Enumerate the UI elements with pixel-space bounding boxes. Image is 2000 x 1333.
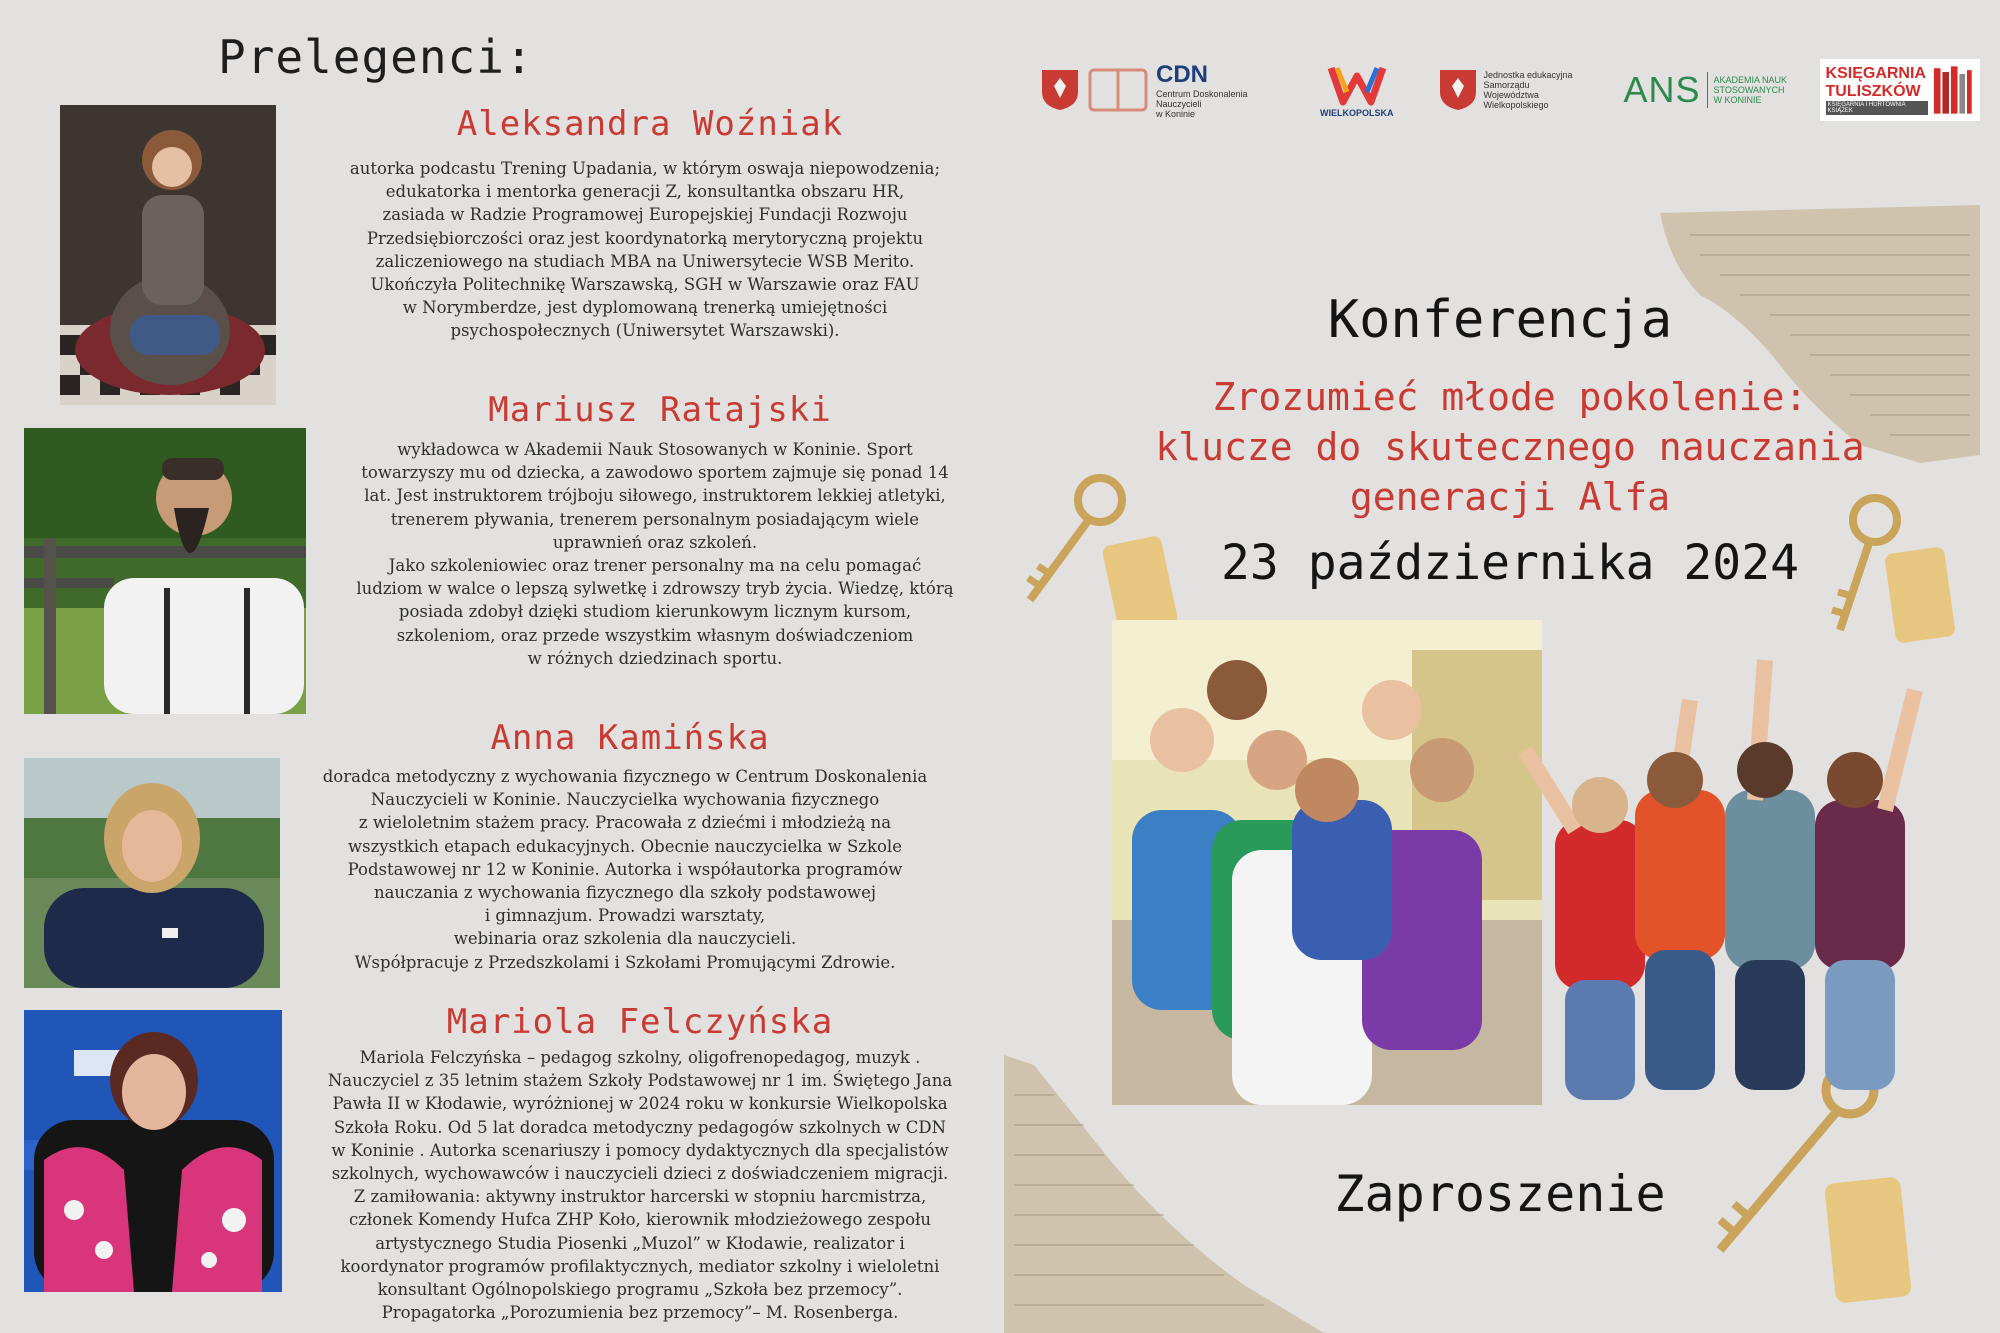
- ksiegarnia-logo: [1820, 59, 1980, 121]
- speaker-photo-felczynska: [24, 1010, 282, 1292]
- cdn-logo-text: CDN: [1156, 61, 1208, 88]
- ksiegarnia-logo-subtext: KSIĘGARNIA I HURTOWNIA KSIĄŻEK: [1826, 101, 1929, 115]
- cdn-logo: [1040, 55, 1276, 125]
- books-icon: [1932, 63, 1974, 117]
- speaker-name-felczynska: Mariola Felczyńska: [446, 1002, 834, 1042]
- coat-of-arms-icon: [1438, 68, 1478, 112]
- cheering-teens-photo: [1515, 640, 1935, 1110]
- book-icon: [1088, 66, 1148, 114]
- speaker-bio-felczynska: Mariola Felczyńska – pedagog szkolny, oligofrenopedagog, muzyk . Nauczyciel z 35 letnim stażem Szkoły Podstawowej nr 1 im. Świętego Jana Pawła II w Kłodawie, wyróżnionej w 2024 roku w konkursie Wielkopolska Szkoła Roku. Od 5 lat doradca metodyczny pedagogów szkolnych w CDN w Koninie . Autorka scenariuszy i pomocy dydaktycznych dla specjalistów szkolnych, wychowawców i nauczycieli dzieci z doświadczeniem migracji. Z zamiłowania: aktywny instruktor harcerski w stopniu harcmistrza, członek Komendy Hufca ZHP Koło, kierownik młodzieżowego zespołu artystycznego Studia Piosenki „Muzol” w Kłodawie, realizator i koordynator programów profilaktycznych, mediator szkolny i wieloletni konsultant Ogólnopolskiego programu „Szkoła bez przemocy”. Propagatorka „Porozumienia bez przemocy”– M. Rosenberga.: [327, 1048, 953, 1323]
- conference-label: Konferencja: [1327, 290, 1673, 350]
- students-group-photo: [1112, 620, 1542, 1105]
- ans-logo-subtext: AKADEMIA NAUK STOSOWANYCH W KONINIE: [1713, 75, 1788, 105]
- wielkopolska-w-icon: [1327, 62, 1387, 108]
- speaker-photo-ratajski: [24, 428, 306, 714]
- wielkopolska-logo-text: WIELKOPOLSKA: [1320, 108, 1394, 118]
- key-tag-icon-right: [1810, 490, 1980, 660]
- partner-logos: [1040, 52, 1960, 128]
- speakers-heading: Prelegenci:: [218, 30, 534, 84]
- speaker-photo-wozniak: [60, 105, 276, 405]
- invitation-label: Zaproszenie: [1334, 1165, 1666, 1223]
- speaker-name-wozniak: Aleksandra Woźniak: [456, 104, 844, 144]
- cdn-logo-subtext: Centrum Doskonalenia Nauczycieli w Koninie: [1156, 89, 1248, 119]
- coat-of-arms-icon: [1040, 68, 1080, 112]
- ksiegarnia-logo-line2: TULISZKÓW: [1825, 83, 1921, 100]
- wielkopolska-logo: [1320, 55, 1394, 125]
- ans-logo: [1624, 55, 1794, 125]
- speaker-name-ratajski: Mariusz Ratajski: [488, 390, 832, 430]
- jednostka-logo-text: Jednostka edukacyjna Samorządu Województwa Wielkopolskiego: [1483, 70, 1573, 110]
- ksiegarnia-logo-line1: KSIĘGARNIA: [1825, 65, 1926, 82]
- speaker-bio-ratajski: wykładowca w Akademii Nauk Stosowanych w Koninie. Sport towarzyszy mu od dziecka, a zawodowo sportem zajmuje się ponad 14 lat. Jest instruktorem trójboju siłowego, instruktorem lekkiej atletyki, trenerem pływania, trenerem personalnym posiadającym wiele uprawnień oraz szkoleń. Jako szkoleniowiec oraz trener personalny ma na celu pomagać ludziom w walce o lepszą sylwetkę i zdrowszy tryb życia. Wiedzę, którą posiada zdobył dzięki studiom kierunkowym licznym kursom, szkoleniom, oraz przede wszystkim własnym doświadczeniom w różnych dziedzinach sportu.: [356, 440, 954, 668]
- conference-subtitle: Zrozumieć młode pokolenie: klucze do skutecznego nauczania generacji Alfa: [1155, 375, 1865, 519]
- conference-date: 23 października 2024: [1221, 535, 1799, 591]
- speaker-bio-wozniak: autorka podcastu Trening Upadania, w którym oswaja niepowodzenia; edukatorka i mentorka generacji Z, konsultantka obszaru HR, zasiada w Radzie Programowej Europejskiej Fundacji Rozwoju Przedsiębiorczości oraz jest koordynatorką merytoryczną projektu zaliczeniowego na studiach MBA na Uniwersytecie WSB Merito. Ukończyła Politechnikę Warszawską, SGH w Warszawie oraz FAU w Norymberdze, jest dyplomowaną trenerką umiejętności psychospołecznych (Uniwersytet Warszawski).: [349, 159, 941, 341]
- ans-logo-text: ANS: [1623, 69, 1701, 110]
- jednostka-logo: [1438, 55, 1594, 125]
- ans-divider: [1707, 72, 1708, 108]
- speaker-bio-kaminska: doradca metodyczny z wychowania fizycznego w Centrum Doskonalenia Nauczycieli w Koninie. Nauczycielka wychowania fizycznego z wieloletnim stażem pracy. Pracowała z dziećmi i młodzieżą na wszystkich etapach edukacyjnych. Obecnie nauczycielka w Szkole Podstawowej nr 12 w Koninie. Autorka i współautorka programów nauczania z wychowania fizycznego dla szkoły podstawowej i gimnazjum. Prowadzi warsztaty, webinaria oraz szkolenia dla nauczycieli. Współpracuje z Przedszkolami i Szkołami Promującymi Zdrowie.: [322, 767, 928, 972]
- speaker-name-kaminska: Anna Kamińska: [490, 718, 770, 758]
- speaker-photo-kaminska: [24, 758, 280, 988]
